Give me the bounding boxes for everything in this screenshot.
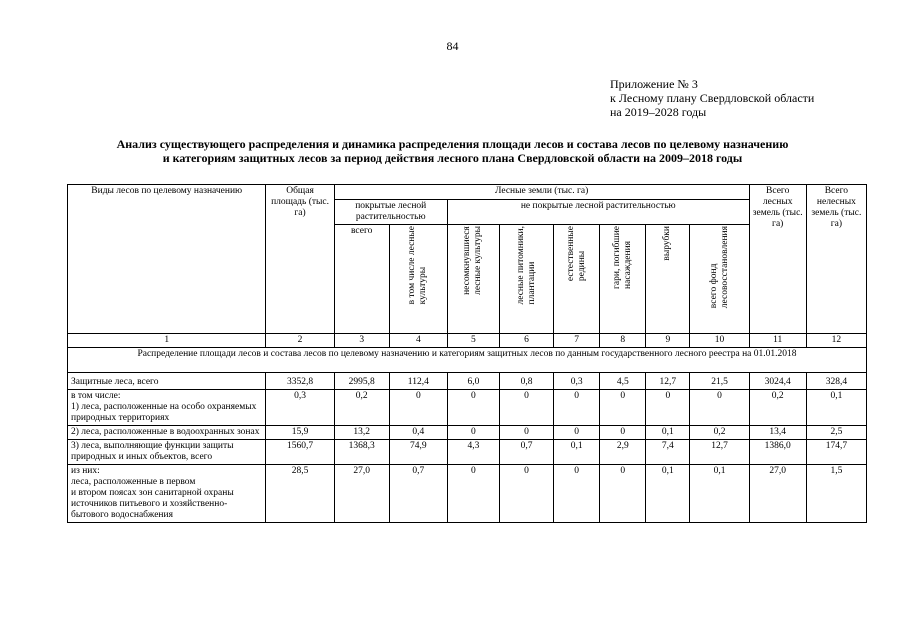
cell-value: 0,3 <box>266 390 334 426</box>
table-row <box>68 390 867 426</box>
appendix-line: Приложение № 3 <box>610 77 698 91</box>
cell-value: 27,0 <box>334 465 389 523</box>
row-label: Защитные леса, всего <box>68 373 266 390</box>
cell-value: 0,1 <box>690 465 749 523</box>
cell-value: 13,4 <box>749 426 806 440</box>
cell-value: 0 <box>499 390 553 426</box>
row-label: в том числе: 1) леса, расположенные на особо охраняемых природных территориях <box>68 390 266 426</box>
cell-value: 0 <box>646 390 690 426</box>
page-number: 84 <box>446 39 459 53</box>
column-number: 7 <box>554 334 600 348</box>
header-vertical: несомкнувшиеся лесные культуры <box>447 225 499 334</box>
cell-value: 4,5 <box>600 373 646 390</box>
header-vertical: всего фонд лесовосстановления <box>690 225 749 334</box>
header-total-forest: Всего лесных земель (тыс. га) <box>749 185 806 334</box>
row-label: 2) леса, расположенные в водоохранных зонах <box>68 426 266 440</box>
cell-value: 0 <box>600 390 646 426</box>
column-number: 3 <box>334 334 389 348</box>
cell-value: 0 <box>499 426 553 440</box>
header-vertical: вырубки <box>646 225 690 334</box>
cell-value: 0,2 <box>334 390 389 426</box>
cell-value: 0,1 <box>646 465 690 523</box>
header-subtotal: всего <box>334 225 389 334</box>
cell-value: 7,4 <box>646 440 690 465</box>
table-row <box>68 465 867 523</box>
cell-value: 0 <box>447 390 499 426</box>
header-total-nonforest: Всего нелесных земель (тыс. га) <box>806 185 866 334</box>
cell-value: 0,1 <box>554 440 600 465</box>
title-line: Анализ существующего распределения и динамика распределения площади лесов и состава лесов по целевому назначению <box>116 137 789 151</box>
appendix-line: на 2019–2028 годы <box>610 105 707 119</box>
header-not-covered: не покрытые лесной растительностью <box>447 200 749 225</box>
cell-value: 174,7 <box>806 440 866 465</box>
cell-value: 0 <box>690 390 749 426</box>
table-row <box>68 426 867 440</box>
column-number-row <box>68 334 867 348</box>
cell-value: 1386,0 <box>749 440 806 465</box>
cell-value: 0,7 <box>389 465 447 523</box>
cell-value: 3024,4 <box>749 373 806 390</box>
cell-value: 3352,8 <box>266 373 334 390</box>
cell-value: 0,3 <box>554 373 600 390</box>
column-number: 9 <box>646 334 690 348</box>
column-number: 1 <box>68 334 266 348</box>
cell-value: 0 <box>600 465 646 523</box>
cell-value: 21,5 <box>690 373 749 390</box>
cell-value: 28,5 <box>266 465 334 523</box>
cell-value: 15,9 <box>266 426 334 440</box>
cell-value: 74,9 <box>389 440 447 465</box>
header-forest-lands: Лесные земли (тыс. га) <box>334 185 749 200</box>
cell-value: 0,7 <box>499 440 553 465</box>
column-number: 12 <box>806 334 866 348</box>
row-label: из них: леса, расположенные в первом и втором поясах зон санитарной охраны источников питьевого и хозяйственно-бытового водоснабжения <box>68 465 266 523</box>
appendix-line: к Лесному плану Свердловской области <box>610 91 815 105</box>
section-title: Распределение площади лесов и состава лесов по целевому назначению и категориям защитных лесов по данным государственного лесного реестра на 01.01.2018 <box>68 348 867 373</box>
forest-distribution-table <box>67 184 867 523</box>
cell-value: 0 <box>447 465 499 523</box>
column-number: 6 <box>499 334 553 348</box>
header-vertical: естественные редины <box>554 225 600 334</box>
document-title <box>40 137 865 165</box>
row-label: 3) леса, выполняющие функции защиты природных и иных объектов, всего <box>68 440 266 465</box>
cell-value: 2,5 <box>806 426 866 440</box>
cell-value: 0,8 <box>499 373 553 390</box>
cell-value: 2995,8 <box>334 373 389 390</box>
column-number: 4 <box>389 334 447 348</box>
header-types: Виды лесов по целевому назначению <box>68 185 266 334</box>
header-total-area: Общая площадь (тыс. га) <box>266 185 334 334</box>
cell-value: 6,0 <box>447 373 499 390</box>
cell-value: 112,4 <box>389 373 447 390</box>
cell-value: 0,4 <box>389 426 447 440</box>
title-line: и категориям защитных лесов за период действия лесного плана Свердловской области на 2009–2018 годы <box>162 151 743 165</box>
cell-value: 0 <box>499 465 553 523</box>
cell-value: 0,1 <box>806 390 866 426</box>
column-number: 2 <box>266 334 334 348</box>
cell-value: 328,4 <box>806 373 866 390</box>
cell-value: 1,5 <box>806 465 866 523</box>
header-covered: покрытые лесной растительностью <box>334 200 447 225</box>
table-row <box>68 373 867 390</box>
column-number: 11 <box>749 334 806 348</box>
cell-value: 0 <box>447 426 499 440</box>
header-vertical: лесные питомники, плантации <box>499 225 553 334</box>
cell-value: 0,1 <box>646 426 690 440</box>
column-number: 8 <box>600 334 646 348</box>
column-number: 5 <box>447 334 499 348</box>
cell-value: 0,2 <box>690 426 749 440</box>
column-number: 10 <box>690 334 749 348</box>
cell-value: 2,9 <box>600 440 646 465</box>
cell-value: 1368,3 <box>334 440 389 465</box>
cell-value: 0 <box>389 390 447 426</box>
table-body <box>68 373 867 523</box>
table-row <box>68 440 867 465</box>
cell-value: 4,3 <box>447 440 499 465</box>
header-vertical: в том числе лесные культуры <box>389 225 447 334</box>
header-vertical: гари, погибшие насаждения <box>600 225 646 334</box>
cell-value: 0 <box>600 426 646 440</box>
cell-value: 13,2 <box>334 426 389 440</box>
cell-value: 27,0 <box>749 465 806 523</box>
appendix-note <box>610 77 814 119</box>
cell-value: 12,7 <box>646 373 690 390</box>
cell-value: 0 <box>554 390 600 426</box>
cell-value: 0,2 <box>749 390 806 426</box>
cell-value: 12,7 <box>690 440 749 465</box>
cell-value: 1560,7 <box>266 440 334 465</box>
cell-value: 0 <box>554 426 600 440</box>
cell-value: 0 <box>554 465 600 523</box>
